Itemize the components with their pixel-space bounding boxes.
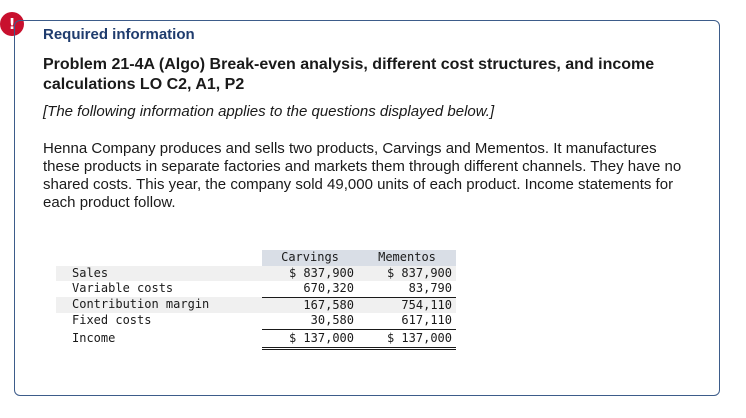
header-blank bbox=[56, 250, 262, 266]
row-label: Variable costs bbox=[72, 281, 174, 296]
mementos-value: $ 837,900 bbox=[358, 266, 456, 282]
carvings-value: $ 837,900 bbox=[262, 266, 358, 282]
required-information-heading: Required information bbox=[43, 26, 195, 43]
table-row-sales bbox=[56, 266, 456, 282]
table-row-contribution-margin bbox=[56, 297, 456, 313]
problem-description: Henna Company produces and sells two products, Carvings and Mementos. It manufactures these products in separate factories and markets them through different channels. They have no shared costs. This year, the company sold 49,000 units of each product. Income statements for each product follow. bbox=[43, 140, 682, 211]
alert-icon: ! bbox=[0, 12, 24, 36]
carvings-value: 30,580 bbox=[262, 313, 358, 329]
mementos-value: 83,790 bbox=[358, 281, 456, 297]
row-label: Contribution margin bbox=[56, 297, 262, 313]
mementos-value: 617,110 bbox=[358, 313, 456, 329]
table-header-row bbox=[56, 250, 456, 266]
table-row-variable-costs bbox=[56, 281, 456, 297]
mementos-value: 754,110 bbox=[358, 297, 456, 313]
mementos-value: $ 137,000 bbox=[358, 329, 456, 348]
carvings-value: 670,320 bbox=[262, 281, 358, 297]
carvings-value: 167,580 bbox=[262, 297, 358, 313]
column-header-carvings: Carvings bbox=[262, 250, 358, 266]
table-row-income bbox=[56, 329, 456, 348]
problem-title: Problem 21-4A (Algo) Break-even analysis, different cost structures, and income calculations LO C2, A1, P2 bbox=[43, 56, 655, 93]
income-statement-table bbox=[56, 250, 456, 350]
column-header-mementos: Mementos bbox=[358, 250, 456, 266]
carvings-value: $ 137,000 bbox=[262, 329, 358, 348]
context-note: [The following information applies to the questions displayed below.] bbox=[43, 103, 495, 120]
table-row-fixed-costs bbox=[56, 313, 456, 329]
row-label: Fixed costs bbox=[72, 313, 152, 328]
row-label: Income bbox=[72, 331, 116, 345]
row-label: Sales bbox=[56, 266, 262, 282]
